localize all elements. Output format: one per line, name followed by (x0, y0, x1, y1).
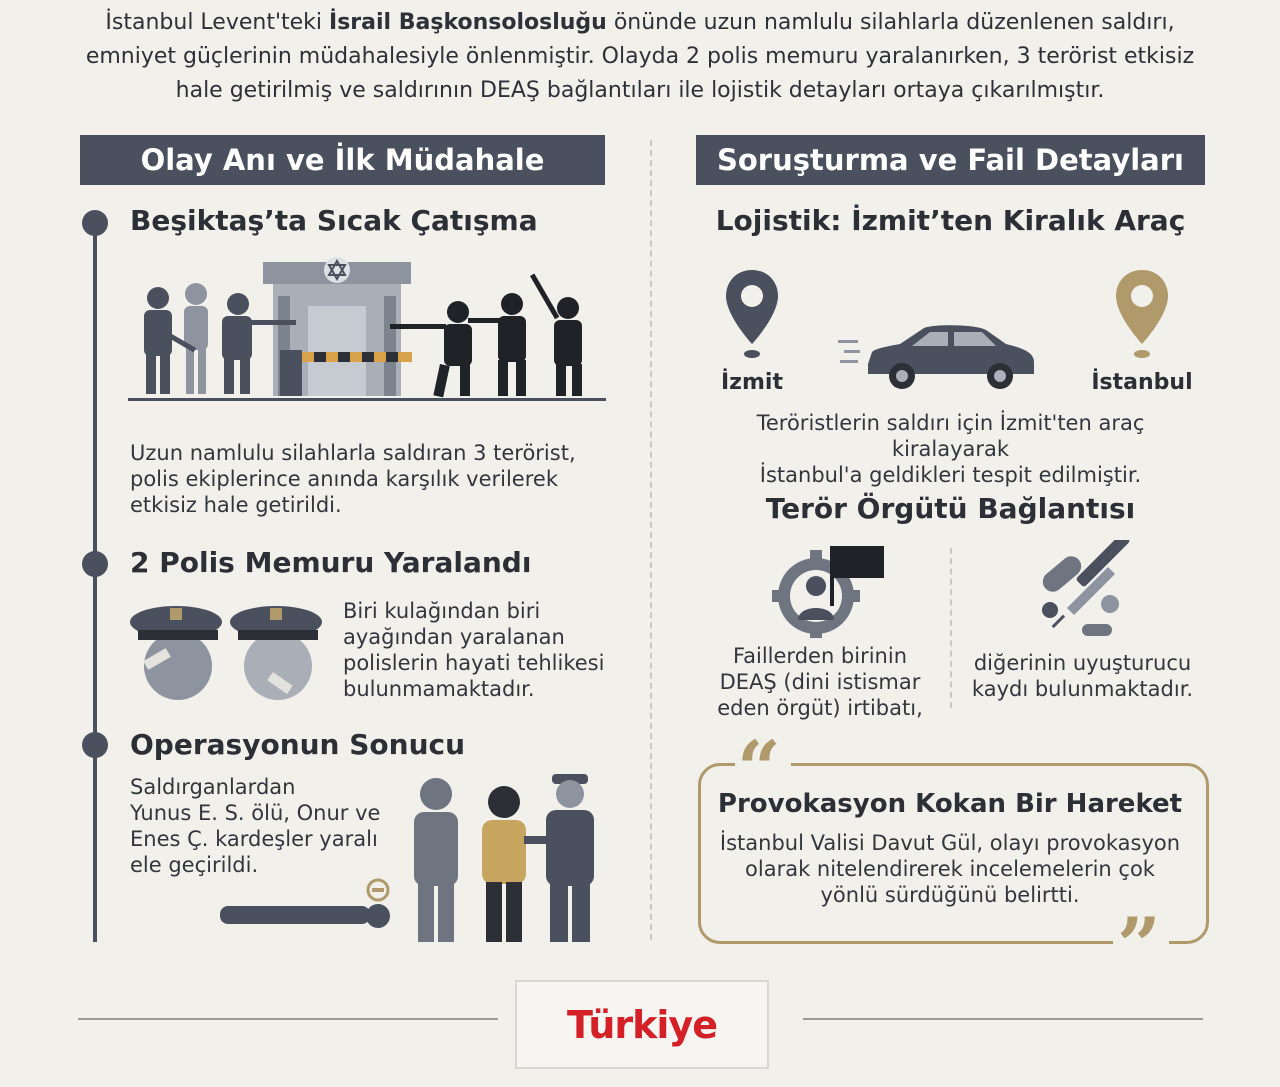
body-line: Uzun namlulu silahlarla saldıran 3 terörist, (130, 441, 576, 465)
body-line: Yunus E. S. ölü, Onur ve (130, 801, 381, 825)
section-title-result: Operasyonun Sonucu (130, 728, 466, 761)
body-line: İstanbul Valisi Davut Gül, olayı provokasyon (719, 831, 1181, 855)
intro-text: önünde uzun namlulu silahlarla düzenlenen saldırı, (606, 10, 1175, 35)
star-of-david-icon (324, 257, 350, 283)
quote-title: Provokasyon Kokan Bir Hareket (717, 789, 1183, 819)
logistics-description (696, 410, 1205, 488)
timeline-dot (82, 210, 108, 236)
destination-label: İstanbul (1091, 370, 1193, 395)
column-divider (650, 140, 652, 940)
clash-description (130, 440, 610, 518)
body-line: bulunmamaktadır. (343, 677, 535, 701)
injured-description (343, 598, 613, 702)
body-line: İstanbul'a geldikleri tespit edilmiştir. (759, 463, 1142, 487)
brand-logo-text: Türkiye (567, 1002, 717, 1047)
drug-syringe-icon (1036, 540, 1140, 642)
right-section-header: Soruşturma ve Fail Detayları (696, 135, 1205, 185)
body-line: diğerinin uyuşturucu (973, 651, 1192, 675)
timeline-dot (82, 732, 108, 758)
quote-open-icon: “ (735, 735, 791, 791)
car-icon (836, 318, 1040, 392)
section-title-injured: 2 Polis Memuru Yaralandı (130, 546, 532, 579)
neutralized-attacker (220, 880, 390, 928)
body-line: Faillerden birinin (732, 644, 908, 668)
org-divider (950, 548, 952, 708)
timeline-line (93, 222, 97, 942)
footer-rule-left (78, 1018, 498, 1020)
scene-ground-line (128, 398, 606, 401)
body-line: etkisiz hale getirildi. (130, 493, 342, 517)
intro-line-1 (60, 6, 1220, 40)
brand-logo (515, 980, 769, 1069)
body-line: Teröristlerin saldırı için İzmit'ten araç kiralayarak (756, 411, 1145, 461)
timeline-dot (82, 551, 108, 577)
logistics-title: Lojistik: İzmit’ten Kiralık Araç (715, 204, 1186, 237)
body-line: ele geçirildi. (130, 853, 259, 877)
body-line: olarak nitelendirerek incelemelerin çok (745, 857, 1155, 881)
footer-rule-right (803, 1018, 1203, 1020)
origin-label: İzmit (721, 370, 783, 395)
clash-illustration (128, 248, 606, 400)
arrest-illustration (200, 766, 610, 944)
body-line: Biri kulağından biri (343, 599, 541, 623)
body-line: kaydı bulunmaktadır. (971, 677, 1194, 701)
organization-title: Terör Örgütü Bağlantısı (765, 492, 1136, 525)
intro-text: İstanbul Levent'teki (105, 10, 330, 35)
body-line: Saldırganlardan (130, 775, 296, 799)
location-pin-icon (1112, 268, 1172, 364)
body-line: polis ekiplerince anında karşılık verilerek (130, 467, 558, 491)
officer-head (230, 606, 322, 700)
body-line: Enes Ç. kardeşler yaralı (130, 827, 378, 851)
officer-head (130, 606, 222, 700)
body-line: polislerin hayati tehlikesi (343, 651, 605, 675)
location-pin-icon (722, 268, 782, 364)
quote-close-icon: ” (1113, 912, 1169, 968)
body-line: DEAŞ (dini istismar (719, 670, 921, 694)
drug-record-text (960, 650, 1205, 702)
left-section-header: Olay Anı ve İlk Müdahale (80, 135, 605, 185)
quote-body (700, 830, 1200, 908)
intro-highlight: İsrail Başkonsolosluğu (329, 10, 607, 35)
intro-paragraph (60, 6, 1220, 108)
body-line: yönlü sürdüğünü belirtti. (820, 883, 1080, 907)
injured-officers-illustration (128, 598, 328, 708)
extremist-flag-icon (772, 542, 890, 638)
organization-link-text (700, 643, 940, 721)
intro-line-2: emniyet güçlerinin müdahalesiyle önlenmiştir. Olayda 2 polis memuru yaralanırken, 3 terörist etkisiz (85, 44, 1195, 69)
body-line: ayağından yaralanan (343, 625, 565, 649)
section-title-clash: Beşiktaş’ta Sıcak Çatışma (130, 204, 538, 237)
intro-line-3: hale getirilmiş ve saldırının DEAŞ bağlantıları ile lojistik detayları ortaya çıkarılmıştır. (175, 78, 1105, 103)
body-line: eden örgüt) irtibatı, (717, 696, 923, 720)
